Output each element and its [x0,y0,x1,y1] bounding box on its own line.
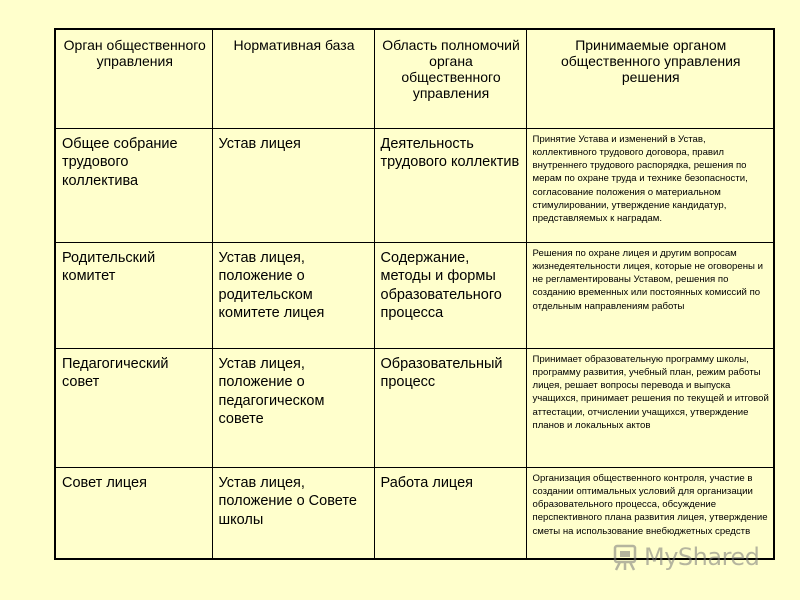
cell-scope: Образовательный процесс [374,348,526,467]
header-organ: Орган общественного управления [55,29,212,128]
cell-base: Устав лицея, положение о родительском комитете лицея [212,242,374,348]
table-header-row [55,29,774,128]
table-row [55,242,774,348]
table-row [55,348,774,467]
cell-scope: Работа лицея [374,467,526,559]
myshared-watermark [612,540,759,574]
cell-scope: Содержание, методы и формы образовательного процесса [374,242,526,348]
cell-base: Устав лицея, положение о педагогическом совете [212,348,374,467]
cell-organ: Родительский комитет [55,242,212,348]
cell-base: Устав лицея [212,128,374,242]
cell-decisions: Принимает образовательную программу школы, программу развития, учебный план, режим работы лицея, решает вопросы перевода и выпуска учащихся, принимает решения по текущей и итговой аттестации, отчислении учащихся, утверждение планов и локальных актов [526,348,774,467]
cell-organ: Совет лицея [55,467,212,559]
cell-scope: Деятельность трудового коллектив [374,128,526,242]
watermark-text: MyShared [644,543,760,571]
header-decisions: Принимаемые органом общественного управления решения [526,29,774,128]
cell-decisions: Организация общественного контроля, участие в создании оптимальных условий для организации образовательного процесса, обсуждение перспективного плана развития лицея, утверждение сметы на использование внебюджетных средств [526,467,774,559]
governance-table [54,28,775,560]
myshared-logo-icon [612,542,638,572]
cell-organ: Педагогический совет [55,348,212,467]
cell-base: Устав лицея, положение о Совете школы [212,467,374,559]
cell-organ: Общее собрание трудового коллектива [55,128,212,242]
cell-decisions: Решения по охране лицея и другим вопросам жизнедеятельности лицея, которые не оговорены и не регламентированы Уставом, решения по созданию временных или постоянных комиссий по отдельным направлениям работы [526,242,774,348]
table-row [55,128,774,242]
header-scope: Область полномочий органа общественного управления [374,29,526,128]
cell-decisions: Принятие Устава и изменений в Устав, коллективного трудового договора, правил внутреннего трудового распорядка, решения по мерам по охране труда и технике безопасности, согласование положения о материальном стимулировании, утверждение кандидатур, представляемых к наградам. [526,128,774,242]
header-base: Нормативная база [212,29,374,128]
